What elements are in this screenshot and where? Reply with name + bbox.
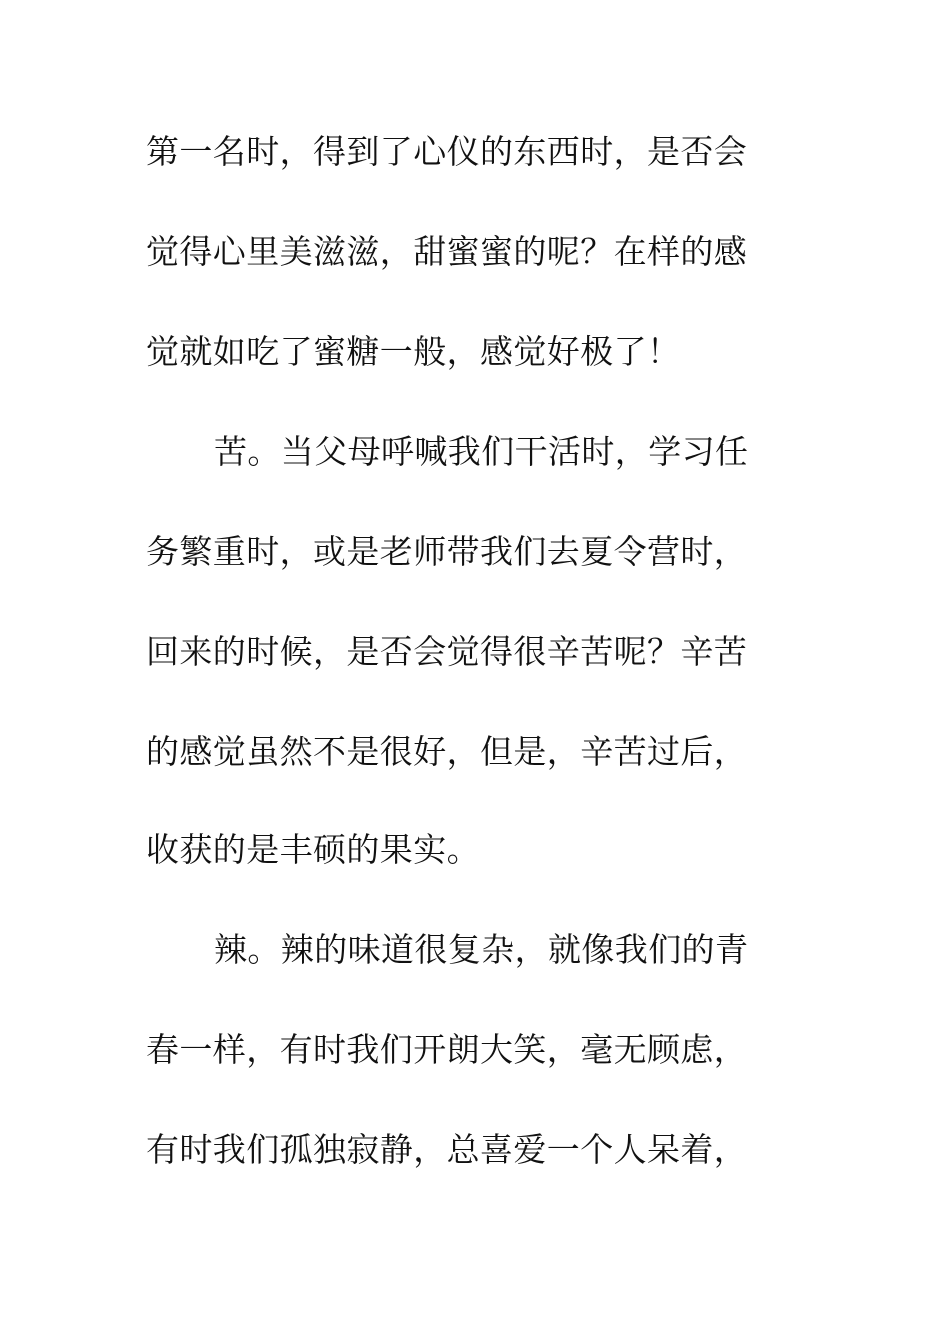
text-line: 务繁重时，或是老师带我们去夏令营时， xyxy=(146,532,748,571)
text-line: 觉得心里美滋滋，甜蜜蜜的呢？在样的感 xyxy=(146,232,748,271)
text-line: 回来的时候，是否会觉得很辛苦呢？辛苦 xyxy=(146,632,748,671)
text-line: 春一样，有时我们开朗大笑，毫无顾虑， xyxy=(146,1030,748,1069)
paragraph-first-line: 苦。当父母呼喊我们干活时，学习任 xyxy=(214,432,749,471)
text-line: 觉就如吃了蜜糖一般，感觉好极了！ xyxy=(146,332,681,371)
text-line: 有时我们孤独寂静，总喜爱一个人呆着， xyxy=(146,1130,748,1169)
text-line: 收获的是丰硕的果实。 xyxy=(146,830,480,869)
text-line: 的感觉虽然不是很好，但是，辛苦过后， xyxy=(146,732,748,771)
paragraph-first-line: 辣。辣的味道很复杂，就像我们的青 xyxy=(214,930,749,969)
text-line: 第一名时，得到了心仪的东西时，是否会 xyxy=(146,132,748,171)
